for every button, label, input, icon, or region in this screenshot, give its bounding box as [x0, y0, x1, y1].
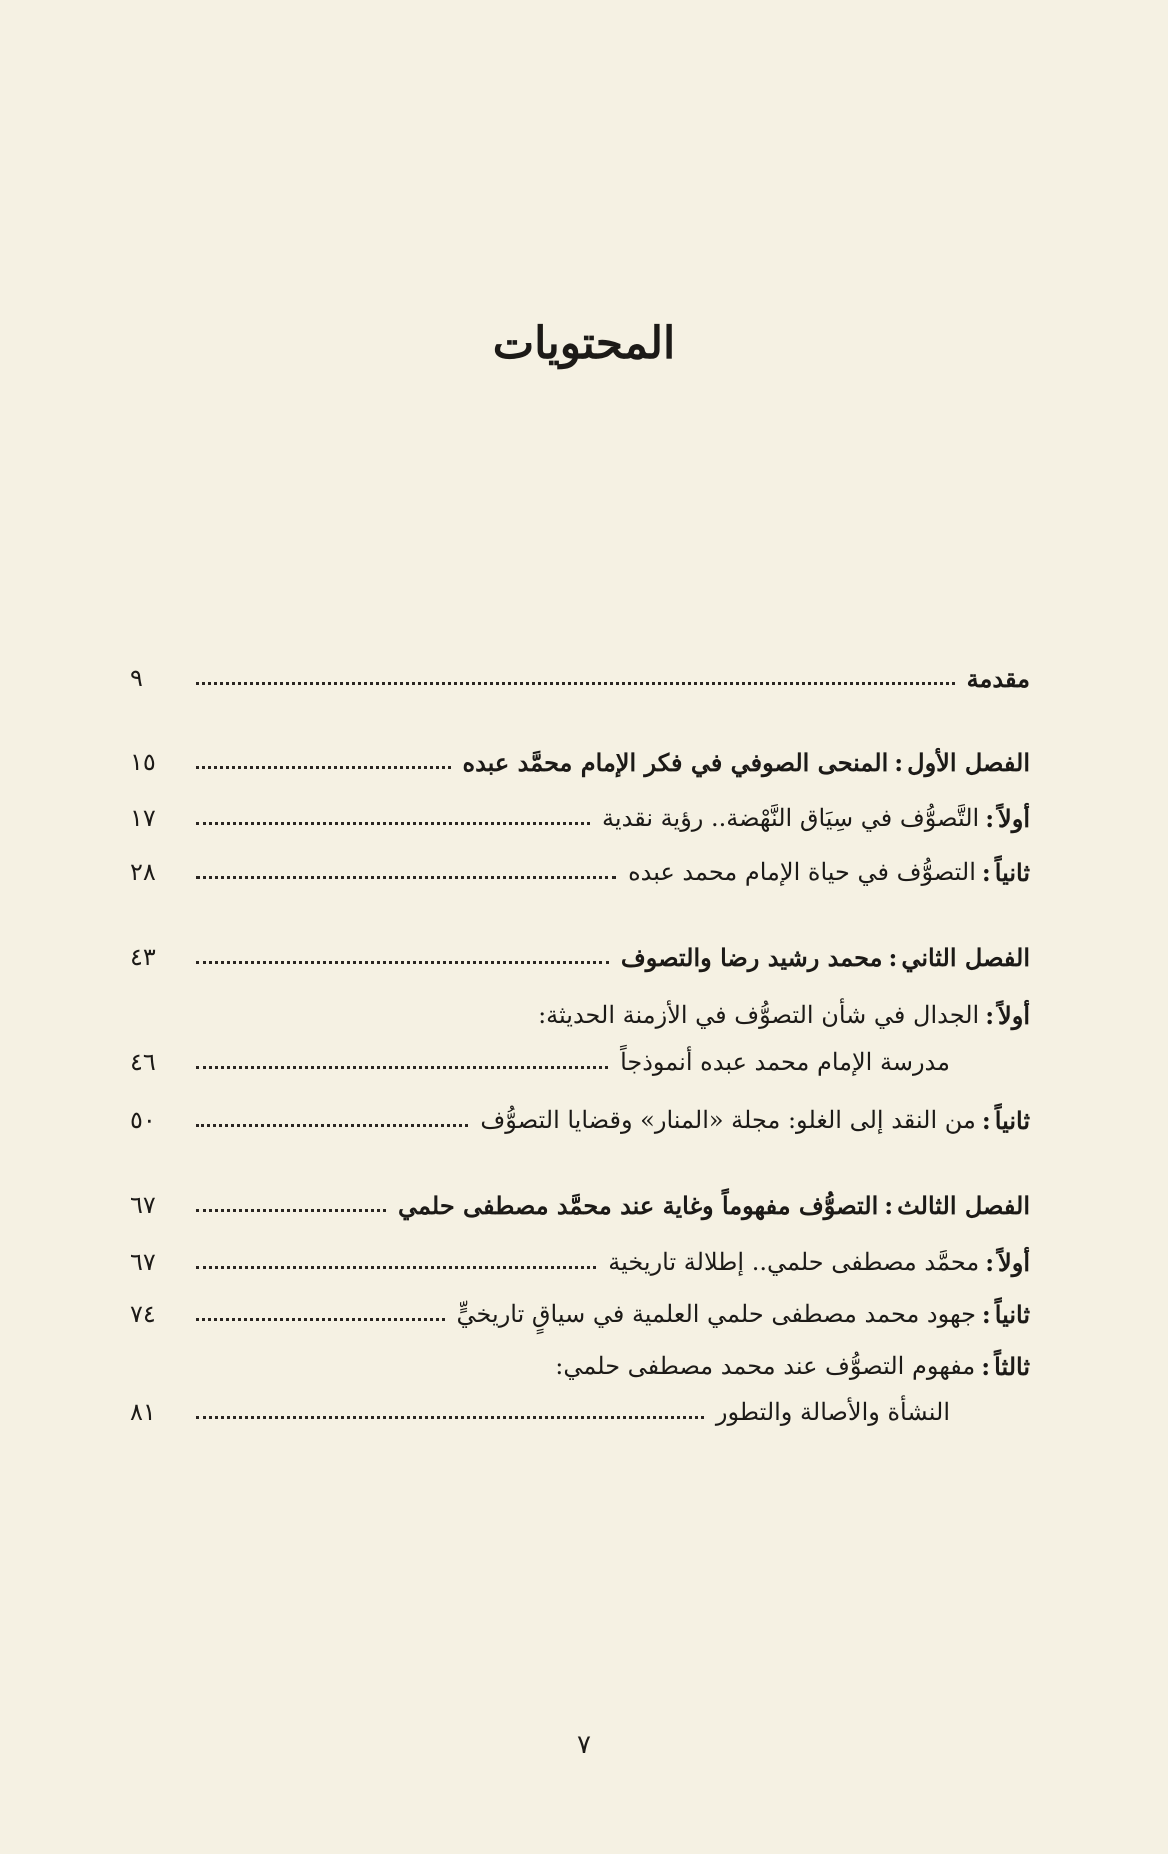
toc-entry-label: ثانياً [994, 857, 1030, 887]
toc-page-number: ٥٠ [130, 1106, 156, 1134]
toc-page-number: ٤٦ [130, 1048, 156, 1076]
toc-entry-label: أولاً [998, 803, 1030, 833]
toc-separator: : [981, 1105, 991, 1135]
toc-separator: : [985, 1247, 995, 1277]
toc-entry-title: التصوُّف في حياة الإمام محمد عبده [628, 858, 976, 886]
toc-entry-title: من النقد إلى الغلو: مجلة «المنار» وقضايا التصوُّف [480, 1106, 976, 1134]
toc-entry-title: مفهوم التصوُّف عند محمد مصطفى حلمي: [555, 1352, 976, 1380]
toc-entry-chapter-3-section-2[interactable] [130, 1292, 1030, 1336]
toc-entry-title: التَّصوُّف في سِيَاق النَّهْضة.. رؤية نقدية [602, 804, 980, 832]
leader-dots [196, 766, 451, 769]
toc-entry-title: الجدال في شأن التصوُّف في الأزمنة الحديثة: [538, 1001, 980, 1029]
toc-entry-label: الفصل الثاني [901, 942, 1030, 972]
toc-entry-label: مقدمة [966, 663, 1030, 693]
toc-entry-title: التصوُّف مفهوماً وغاية عند محمَّد مصطفى حلمي [398, 1190, 879, 1220]
toc-entry-chapter-2-section-1[interactable] [130, 993, 1030, 1037]
leader-dots [196, 961, 609, 964]
toc-page-number: ٩ [130, 664, 143, 692]
toc-page-number: ٢٨ [130, 858, 156, 886]
toc-entry-chapter-2[interactable] [130, 935, 1030, 979]
toc-entry-title-continued: النشأة والأصالة والتطور [715, 1398, 950, 1426]
toc-entry-title: جهود محمد مصطفى حلمي العلمية في سياقٍ تاريخيٍّ [456, 1300, 976, 1328]
leader-dots [196, 876, 616, 879]
page-title: المحتويات [492, 318, 676, 369]
toc-entry-chapter-1-section-2[interactable] [130, 850, 1030, 894]
toc-separator: : [985, 1000, 995, 1030]
toc-entry-title: محمد رشيد رضا والتصوف [620, 942, 883, 972]
leader-dots [196, 1066, 608, 1069]
toc-entry-label: ثانياً [994, 1299, 1030, 1329]
toc-page-number: ١٥ [130, 748, 156, 776]
toc-page-number: ١٧ [130, 804, 156, 832]
toc-page-number: ٨١ [130, 1398, 156, 1426]
toc-separator: : [985, 803, 995, 833]
leader-dots [196, 1266, 596, 1269]
toc-entry-chapter-3-section-1[interactable] [130, 1240, 1030, 1284]
toc-entry-chapter-3-section-3-continued[interactable] [130, 1390, 1030, 1434]
leader-dots [196, 1209, 386, 1212]
toc-separator: : [981, 1351, 991, 1381]
toc-page-number: ٦٧ [130, 1191, 156, 1219]
toc-entry-label: ثالثاً [994, 1351, 1030, 1381]
toc-entry-chapter-3-section-3[interactable] [130, 1344, 1030, 1388]
toc-entry-label: ثانياً [994, 1105, 1030, 1135]
leader-dots [196, 822, 590, 825]
toc-entry-chapter-1[interactable] [130, 740, 1030, 784]
toc-separator: : [884, 1190, 894, 1220]
leader-dots [196, 1124, 468, 1127]
toc-entry-chapter-2-section-1-continued[interactable] [130, 1040, 1030, 1084]
toc-page-number: ٤٣ [130, 943, 156, 971]
leader-dots [196, 1416, 704, 1419]
toc-page-number: ٦٧ [130, 1248, 156, 1276]
toc-entry-label: الفصل الثالث [897, 1190, 1030, 1220]
toc-entry-label: أولاً [998, 1247, 1030, 1277]
toc-entry-label: الفصل الأول [907, 747, 1030, 777]
leader-dots [196, 1318, 445, 1321]
toc-entry-title: محمَّد مصطفى حلمي.. إطلالة تاريخية [608, 1248, 980, 1276]
toc-entry-chapter-3[interactable] [130, 1183, 1030, 1227]
toc-page-number: ٧٤ [130, 1300, 156, 1328]
toc-separator: : [888, 942, 898, 972]
toc-entry-chapter-1-section-1[interactable] [130, 796, 1030, 840]
toc-entry-title-continued: مدرسة الإمام محمد عبده أنموذجاً [620, 1048, 950, 1076]
page-number: ٧ [577, 1730, 591, 1760]
toc-entry-introduction[interactable] [130, 656, 1030, 700]
toc-separator: : [981, 1299, 991, 1329]
leader-dots [196, 682, 955, 685]
toc-entry-chapter-2-section-2[interactable] [130, 1098, 1030, 1142]
toc-entry-title: المنحى الصوفي في فكر الإمام محمَّد عبده [462, 747, 889, 777]
toc-separator: : [981, 857, 991, 887]
toc-separator: : [894, 747, 904, 777]
toc-entry-label: أولاً [998, 1000, 1030, 1030]
